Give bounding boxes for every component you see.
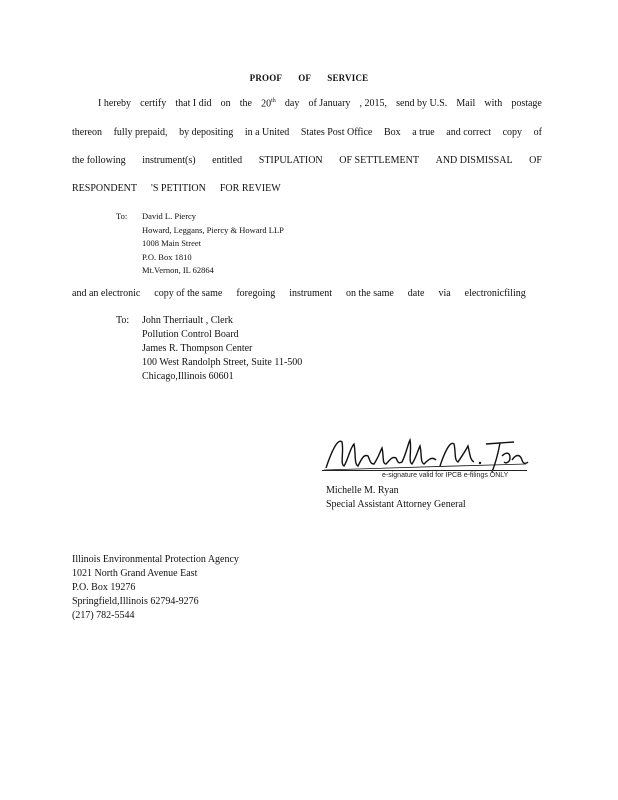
body-word: States Post Office [300, 127, 373, 138]
electronic-line [72, 288, 542, 299]
sender-address [72, 553, 239, 623]
body-word: copy [502, 127, 523, 138]
body-word: of January [308, 98, 351, 109]
body-word: OF [529, 155, 542, 166]
recipient2-to-label: To: [116, 315, 130, 326]
body-word: on the same [346, 288, 394, 299]
address-line: P.O. Box 1810 [142, 251, 192, 262]
address-line: James R. Thompson Center [142, 343, 253, 354]
body-word: RESPONDENT [72, 183, 138, 194]
body-word: 'S PETITION [151, 183, 206, 194]
body-word: and an electronic [72, 288, 141, 299]
body-word: AND DISMISSAL [435, 155, 513, 166]
address-line: David L. Piercy [142, 211, 197, 221]
body-word: via [438, 288, 451, 299]
body-line-4 [72, 183, 542, 194]
body-word: electronicfiling [464, 288, 526, 299]
address-line: (217) 782-5544 [72, 610, 135, 621]
address-line: P.O. Box 19276 [72, 582, 136, 593]
body-word: , 2015, [359, 98, 388, 109]
page-title: PROOF OF SERVICE [249, 73, 369, 83]
address-line: Pollution Control Board [142, 329, 239, 340]
body-word: foregoing [236, 288, 276, 299]
signature-line [322, 470, 527, 471]
body-word: in a United [244, 127, 290, 138]
body-word: with [484, 98, 503, 109]
body-word: send by U.S. [396, 98, 448, 109]
body-word: certify [140, 98, 167, 109]
body-line-2 [72, 127, 542, 138]
body-word: a true [412, 127, 435, 138]
body-word: and correct [446, 127, 491, 138]
body-word: that I did [175, 98, 212, 109]
body-word: postage [511, 98, 542, 109]
body-word: entitled [212, 155, 243, 166]
body-word: the following [72, 155, 126, 166]
signature-note: e-signature valid for IPCB e-filings ONLY [382, 472, 509, 479]
body-word: of [533, 127, 542, 138]
body-word: day [284, 98, 300, 109]
address-line: Mt.Vernon, IL 62864 [142, 265, 214, 275]
address-line: Chicago,Illinois 60601 [142, 371, 234, 382]
body-word: date [407, 288, 425, 299]
body-word: OF SETTLEMENT [339, 155, 419, 166]
address-line: 1008 Main Street [142, 238, 202, 248]
body-word: FOR REVIEW [219, 183, 281, 194]
body-word: on [220, 98, 231, 109]
body-word: instrument(s) [142, 155, 196, 166]
body-word: thereon [72, 127, 102, 138]
body-word: I hereby [98, 98, 132, 109]
day-ordinal: 20th [261, 98, 276, 110]
address-line: Howard, Leggans, Piercy & Howard LLP [142, 224, 284, 235]
recipient1-address [142, 210, 284, 278]
address-line: Illinois Environmental Protection Agency [72, 554, 239, 565]
body-word: copy of the same [154, 288, 223, 299]
address-line: Springfield,Illinois 62794-9276 [72, 596, 199, 607]
body-word: Mail [456, 98, 476, 109]
address-line: John Therriault , Clerk [142, 315, 233, 326]
body-line-1 [98, 98, 542, 109]
body-word: by depositing [179, 127, 234, 138]
recipient2-address [142, 314, 302, 384]
signer-title: Special Assistant Attorney General [326, 499, 466, 510]
recipient1-to-label: To: [116, 211, 128, 221]
body-line-3 [72, 155, 542, 166]
signer-name: Michelle M. Ryan [326, 485, 399, 496]
address-line: 100 West Randolph Street, Suite 11-500 [142, 357, 303, 368]
body-word: the [239, 98, 252, 109]
body-word: fully prepaid, [113, 127, 168, 138]
body-word: instrument [289, 288, 333, 299]
body-word: STIPULATION [258, 155, 323, 166]
address-line: 1021 North Grand Avenue East [72, 568, 198, 579]
body-word: Box [383, 127, 401, 138]
